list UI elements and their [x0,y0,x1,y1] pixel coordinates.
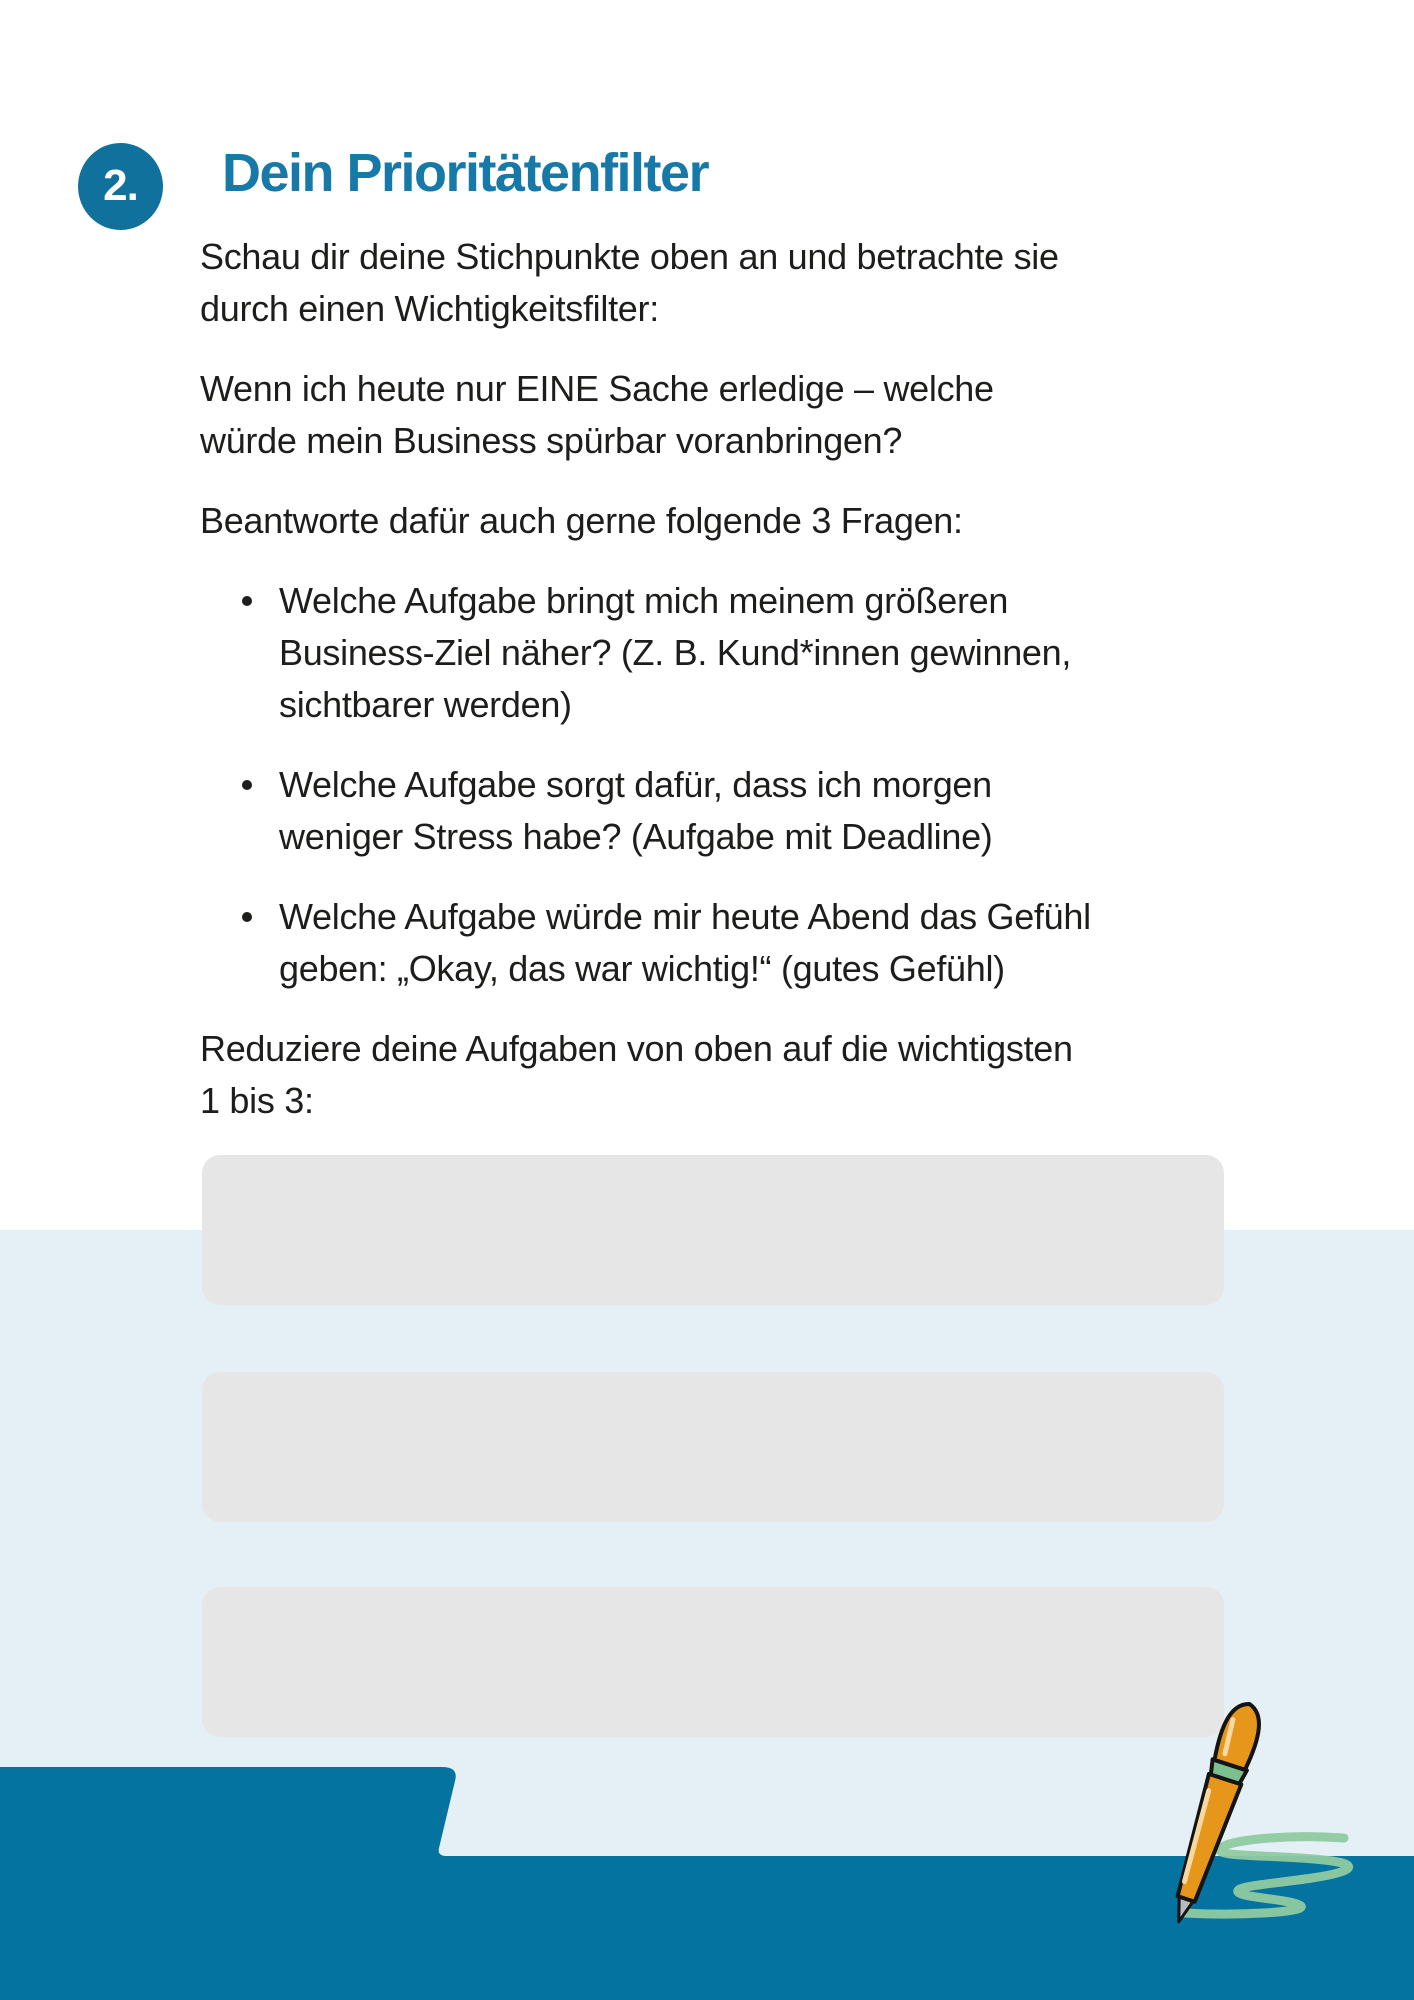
answer-field-2[interactable] [202,1372,1224,1522]
answer-field-1[interactable] [202,1155,1224,1305]
intro-paragraph-1: Schau dir deine Stichpunkte oben an und betrachte sie durch einen Wichtigkeitsfilter: [200,236,1059,329]
question-item-2: Welche Aufgabe sorgt dafür, dass ich morgen weniger Stress habe? (Aufgabe mit Deadline) [200,759,1260,863]
step-number-badge [78,143,163,230]
worksheet-copy [200,231,1260,1155]
question-list [200,575,1260,995]
intro-paragraph-2: Wenn ich heute nur EINE Sache erledige – welche würde mein Business spürbar voranbringen? [200,368,994,461]
intro-paragraph-3: Beantworte dafür auch gerne folgende 3 Fragen: [200,500,963,541]
bullet-dot-icon [242,780,252,790]
page-title: Dein Prioritätenfilter [222,143,709,203]
question-item-1: Welche Aufgabe bringt mich meinem größeren Business-Ziel näher? (Z. B. Kund*innen gewinnen, sichtbarer werden) [200,575,1260,731]
pen-icon [1100,1650,1414,2000]
bullet-dot-icon [242,912,252,922]
bullet-dot-icon [242,596,252,606]
step-number: 2. [103,160,138,210]
answer-field-3[interactable] [202,1587,1224,1737]
question-item-3: Welche Aufgabe würde mir heute Abend das Gefühl geben: „Okay, das war wichtig!“ (gutes Gefühl) [200,891,1260,995]
outro-paragraph: Reduziere deine Aufgaben von oben auf die wichtigsten 1 bis 3: [200,1028,1073,1121]
